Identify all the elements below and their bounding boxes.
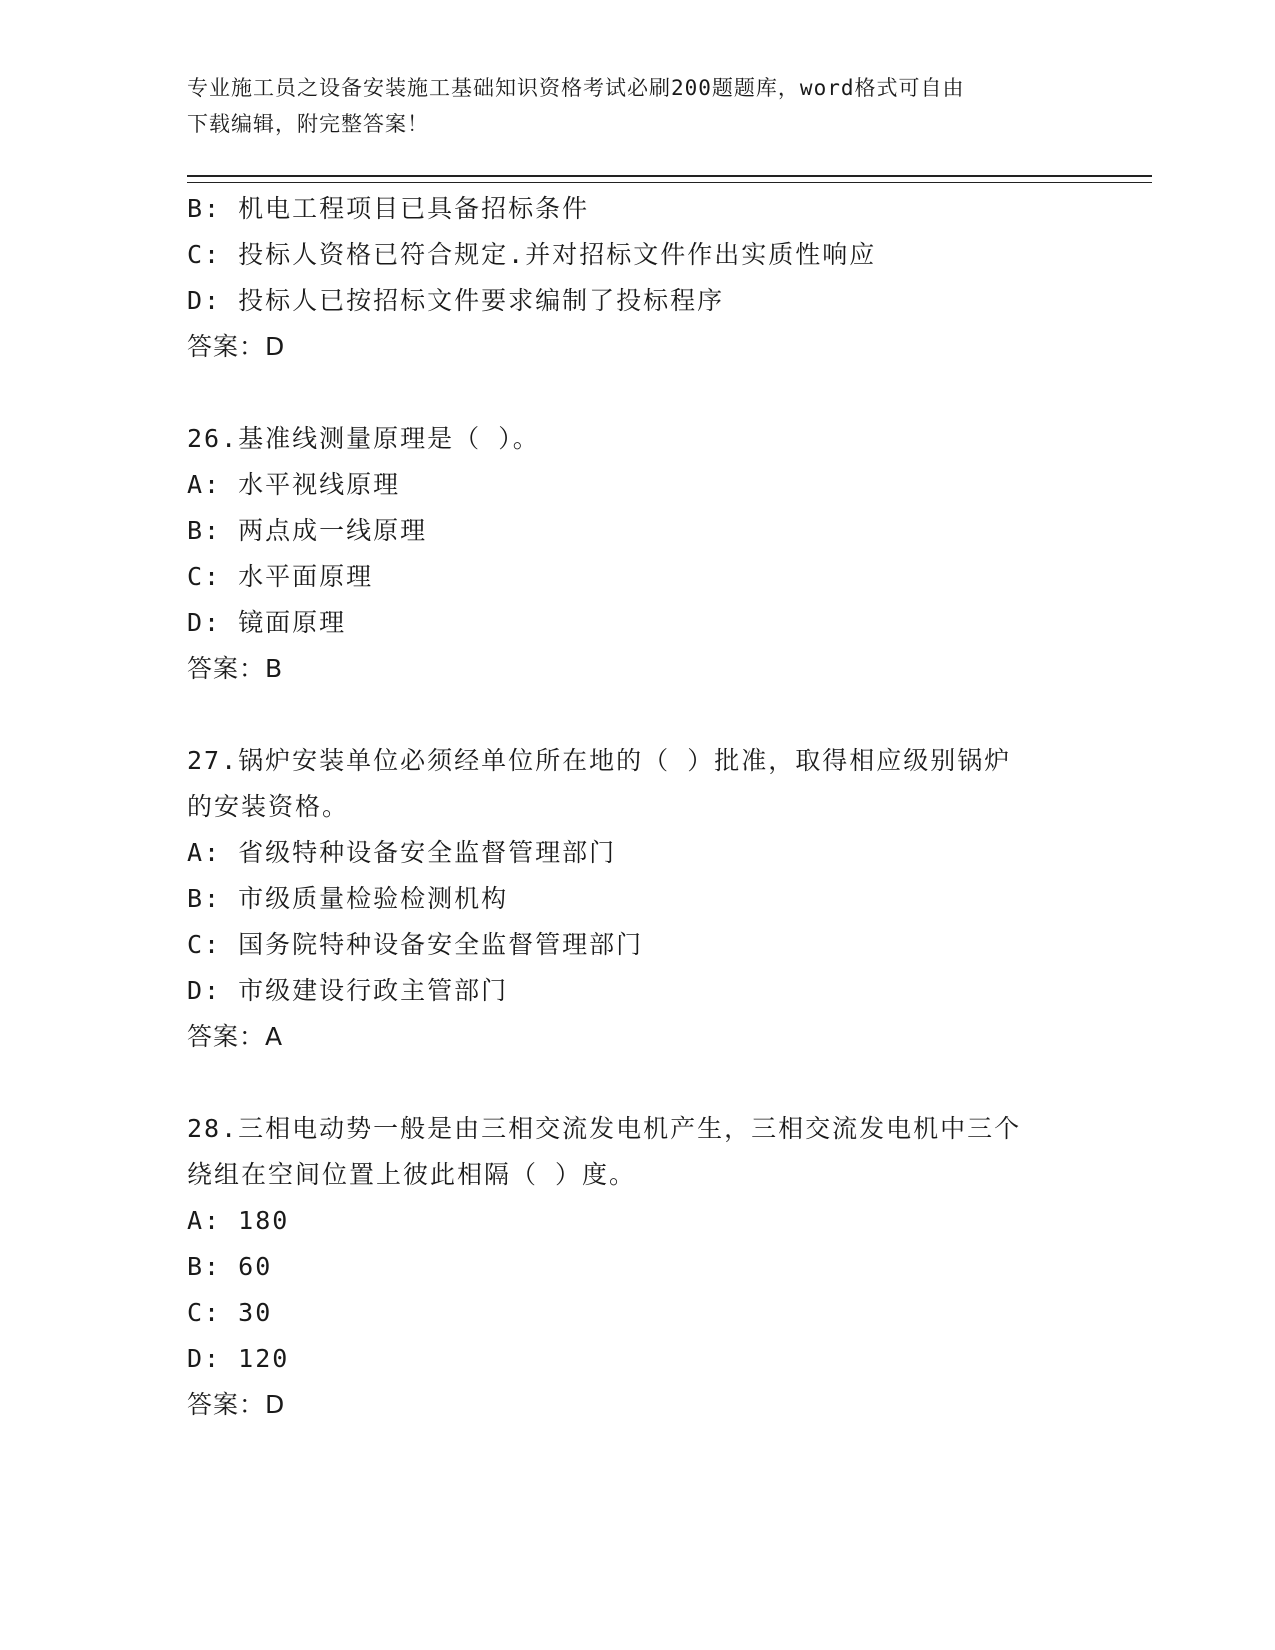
question-27	[187, 738, 1087, 1060]
option-b: B: 两点成一线原理	[187, 516, 428, 545]
header-line-2: 下载编辑，附完整答案！	[187, 112, 429, 136]
document-header	[187, 70, 1077, 142]
option-b: B: 市级质量检验检测机构	[187, 884, 509, 913]
spacer	[187, 692, 1087, 738]
question-stem-line-2: 的安装资格。	[187, 792, 350, 821]
option-c: C: 水平面原理	[187, 562, 374, 591]
header-rule	[187, 175, 1152, 177]
question-26	[187, 416, 1087, 692]
option-c: C: 投标人资格已符合规定.并对招标文件作出实质性响应	[187, 240, 877, 269]
option-c: C: 国务院特种设备安全监督管理部门	[187, 930, 644, 959]
header-rule-thin	[187, 182, 1152, 183]
option-b: B: 机电工程项目已具备招标条件	[187, 194, 590, 223]
question-25-continued	[187, 186, 1087, 370]
option-b: B: 60	[187, 1252, 273, 1281]
question-stem-line-1: 27.锅炉安装单位必须经单位所在地的（ ）批准，取得相应级别锅炉	[187, 746, 1012, 775]
spacer	[187, 370, 1087, 416]
answer-line: 答案：D	[187, 1390, 286, 1419]
option-a: A: 水平视线原理	[187, 470, 401, 499]
answer-line: 答案：A	[187, 1022, 284, 1051]
option-d: D: 投标人已按招标文件要求编制了投标程序	[187, 286, 725, 315]
option-d: D: 镜面原理	[187, 608, 347, 637]
option-a: A: 180	[187, 1206, 290, 1235]
option-d: D: 市级建设行政主管部门	[187, 976, 509, 1005]
answer-line: 答案：D	[187, 332, 286, 361]
question-stem-line-1: 28.三相电动势一般是由三相交流发电机产生，三相交流发电机中三个	[187, 1114, 1022, 1143]
option-a: A: 省级特种设备安全监督管理部门	[187, 838, 617, 867]
question-content	[187, 186, 1087, 1428]
question-stem-line-2: 绕组在空间位置上彼此相隔（ ）度。	[187, 1160, 637, 1189]
question-28	[187, 1106, 1087, 1428]
spacer	[187, 1060, 1087, 1106]
option-d: D: 120	[187, 1344, 290, 1373]
option-c: C: 30	[187, 1298, 273, 1327]
answer-line: 答案：B	[187, 654, 284, 683]
header-line-1: 专业施工员之设备安装施工基础知识资格考试必刷200题题库，word格式可自由	[187, 76, 965, 100]
question-stem: 26.基准线测量原理是（ ）。	[187, 424, 540, 453]
